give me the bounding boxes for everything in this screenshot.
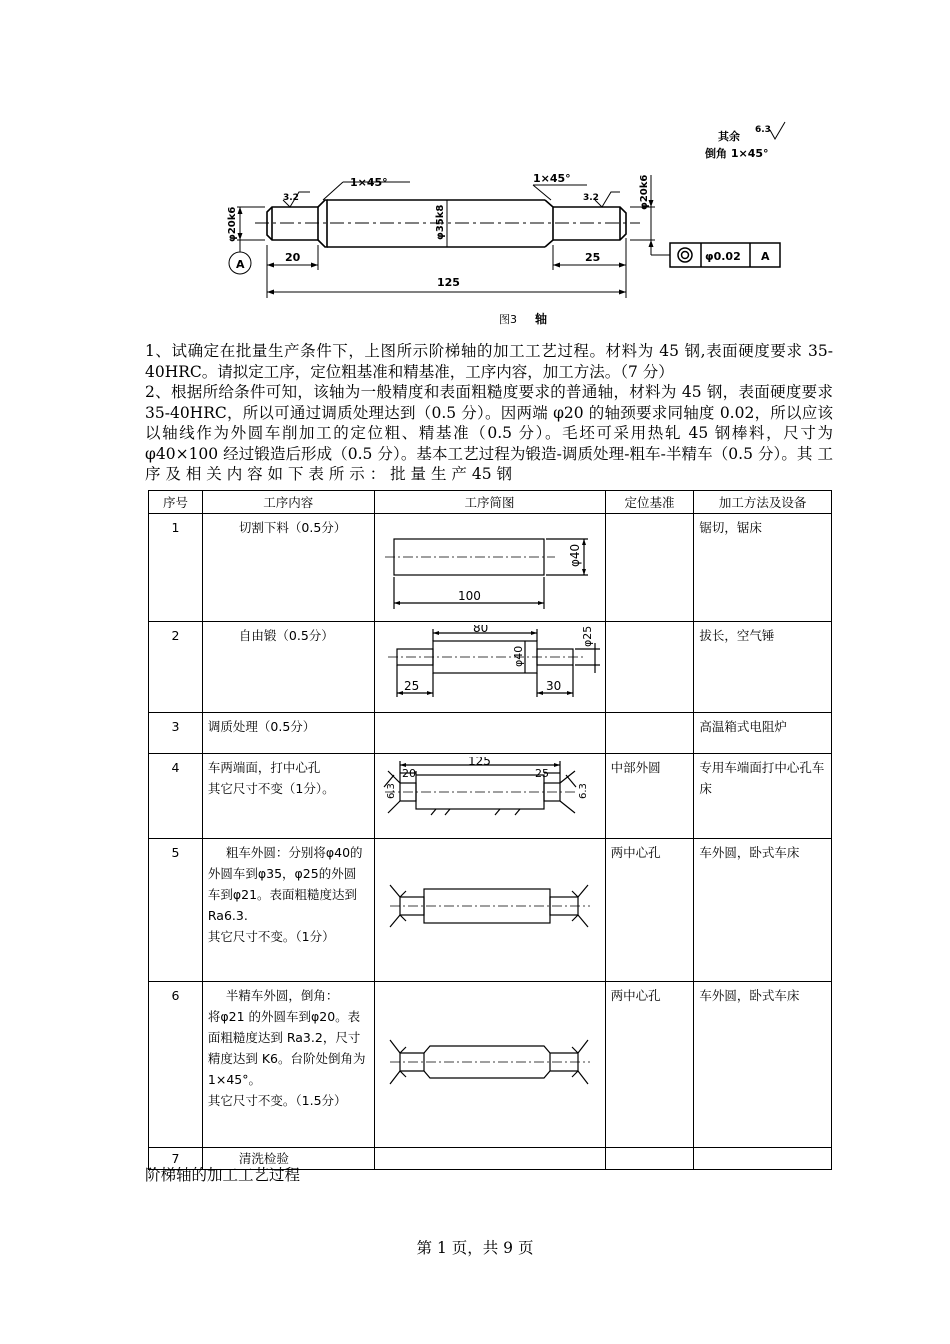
note-chamfer: 倒角 1×45° xyxy=(705,147,769,160)
process-table xyxy=(148,490,832,1170)
tol-ref: A xyxy=(761,250,770,263)
cell-method: 车外圆，卧式车床 xyxy=(694,839,832,982)
table-row xyxy=(149,713,832,754)
header-content: 工序内容 xyxy=(202,491,374,514)
table-row xyxy=(149,622,832,713)
cell-method: 高温箱式电阻炉 xyxy=(694,713,832,754)
cell-no: 2 xyxy=(149,622,203,713)
rough-left: 3.2 xyxy=(283,193,299,203)
cell-content: 自由锻（0.5分） xyxy=(202,622,374,713)
cell-method: 专用车端面打中心孔车床 xyxy=(694,754,832,839)
sketch1-len: 100 xyxy=(457,589,481,603)
cell-datum xyxy=(605,1148,694,1170)
cell-content: 半精车外圆，倒角： 将φ21 的外圆车到φ20。表面粗糙度达到 Ra3.2，尺寸精度达到 K6。台阶处倒角为 1×45°。 其它尺寸不变。（1.5分） xyxy=(202,982,374,1148)
table-row xyxy=(149,839,832,982)
sketch-rough-turning xyxy=(380,877,600,937)
caption-num: 图3 xyxy=(499,313,517,326)
cell-sketch xyxy=(374,982,605,1148)
sketch2-right: 30 xyxy=(545,679,561,693)
sketch4-right: 25 xyxy=(534,767,549,780)
cell-datum: 两中心孔 xyxy=(605,982,694,1148)
header-method: 加工方法及设备 xyxy=(694,491,832,514)
table-row xyxy=(149,514,832,622)
cell-datum xyxy=(605,514,694,622)
cell-content: 清洗检验 xyxy=(202,1148,374,1170)
sketch-free-forging xyxy=(380,625,600,703)
note-other: 其余 xyxy=(718,130,740,143)
dim-mid-dia: φ35k8 xyxy=(435,204,446,240)
dim-right-len: 25 xyxy=(585,251,601,264)
cell-no: 4 xyxy=(149,754,203,839)
cell-sketch xyxy=(374,514,605,622)
sketch2-left: 25 xyxy=(403,679,419,693)
page-footer: 第 1 页，共 9 页 xyxy=(416,1239,534,1257)
header-sketch: 工序简图 xyxy=(374,491,605,514)
cell-no: 5 xyxy=(149,839,203,982)
dim-left-dia: φ20k6 xyxy=(227,206,238,242)
sketch4-ra-right: 6.3 xyxy=(577,783,589,799)
table-row xyxy=(149,754,832,839)
chamfer-left: 1×45° xyxy=(350,176,388,189)
table-header-row xyxy=(149,491,832,514)
note-roughness: 6.3 xyxy=(755,125,771,135)
sketch-cut-blank xyxy=(380,517,600,612)
sketch1-dia: φ40 xyxy=(567,543,582,567)
sketch4-left: 20 xyxy=(401,767,416,780)
dim-right-dia: φ20k6 xyxy=(639,174,650,210)
chamfer-right: 1×45° xyxy=(533,172,571,185)
cell-datum: 两中心孔 xyxy=(605,839,694,982)
cell-method: 锯切，锯床 xyxy=(694,514,832,622)
cell-content: 粗车外圆：分别将φ40的外圆车到φ35，φ25的外圆车到φ21。表面粗糙度达到 Ra6.3. 其它尺寸不变。（1分） xyxy=(202,839,374,982)
cell-content: 调质处理（0.5分） xyxy=(202,713,374,754)
cell-content: 切割下料（0.5分） xyxy=(202,514,374,622)
sketch-face-center xyxy=(380,757,600,829)
cell-method: 车外圆，卧式车床 xyxy=(694,982,832,1148)
cell-sketch xyxy=(374,622,605,713)
cell-sketch xyxy=(374,713,605,754)
question-paragraph: 1、试确定在批量生产条件下，上图所示阶梯轴的加工工艺过程。材料为 45 钢,表面硬度要求 35-40HRC。请拟定工序，定位粗基准和精基准，工序内容，加工方法。（7 分） xyxy=(145,342,833,381)
tol-value: φ0.02 xyxy=(705,250,741,263)
caption-word: 轴 xyxy=(535,312,548,326)
cell-no: 7 xyxy=(149,1148,203,1170)
dim-left-len: 20 xyxy=(285,251,301,264)
answer-paragraph: 2、根据所给条件可知，该轴为一般精度和表面粗糙度要求的普通轴，材料为 45 钢，表面硬度要求 35-40HRC，所以可通过调质处理达到（0.5 分）。因两端 φ20 的轴颈要求同轴度 0.02，所以应该以轴线作为外圆车削加工的定位粗、精基准（0.5 分）。毛坯可采用热轧 45 钢棒料，尺寸为 φ40×100 经过锻造后形成（0.5 分）。基本工艺过程为锻造-调质处理-粗车-半精车（0.5 分）。其 工 序 及 相 关 内 容 如 下 表 所 示 ： 批 量 生 产 45 钢 xyxy=(145,383,833,483)
sketch4-total: 125 xyxy=(467,757,491,768)
sketch2-end-dia: φ25 xyxy=(580,625,594,647)
sketch-semi-finish xyxy=(380,1032,600,1092)
cell-no: 3 xyxy=(149,713,203,754)
rough-right: 3.2 xyxy=(583,193,599,203)
cell-sketch xyxy=(374,1148,605,1170)
cell-datum xyxy=(605,713,694,754)
cell-content: 车两端面，打中心孔 其它尺寸不变（1分）。 xyxy=(202,754,374,839)
table-caption: 阶梯轴的加工工艺过程 xyxy=(145,1166,301,1184)
cell-sketch xyxy=(374,754,605,839)
dim-total: 125 xyxy=(437,276,460,289)
sketch2-mid: 80 xyxy=(472,625,488,635)
sketch2-mid-dia: φ40 xyxy=(511,645,525,667)
cell-datum: 中部外圆 xyxy=(605,754,694,839)
cell-method: 拔长，空气锤 xyxy=(694,622,832,713)
cell-no: 6 xyxy=(149,982,203,1148)
header-datum: 定位基准 xyxy=(605,491,694,514)
shaft-drawing xyxy=(215,120,815,335)
sketch4-ra-left: 6.3 xyxy=(385,783,397,799)
header-no: 序号 xyxy=(149,491,203,514)
cell-sketch xyxy=(374,839,605,982)
cell-no: 1 xyxy=(149,514,203,622)
datum-a: A xyxy=(236,258,245,271)
table-row xyxy=(149,982,832,1148)
cell-datum xyxy=(605,622,694,713)
cell-method xyxy=(694,1148,832,1170)
